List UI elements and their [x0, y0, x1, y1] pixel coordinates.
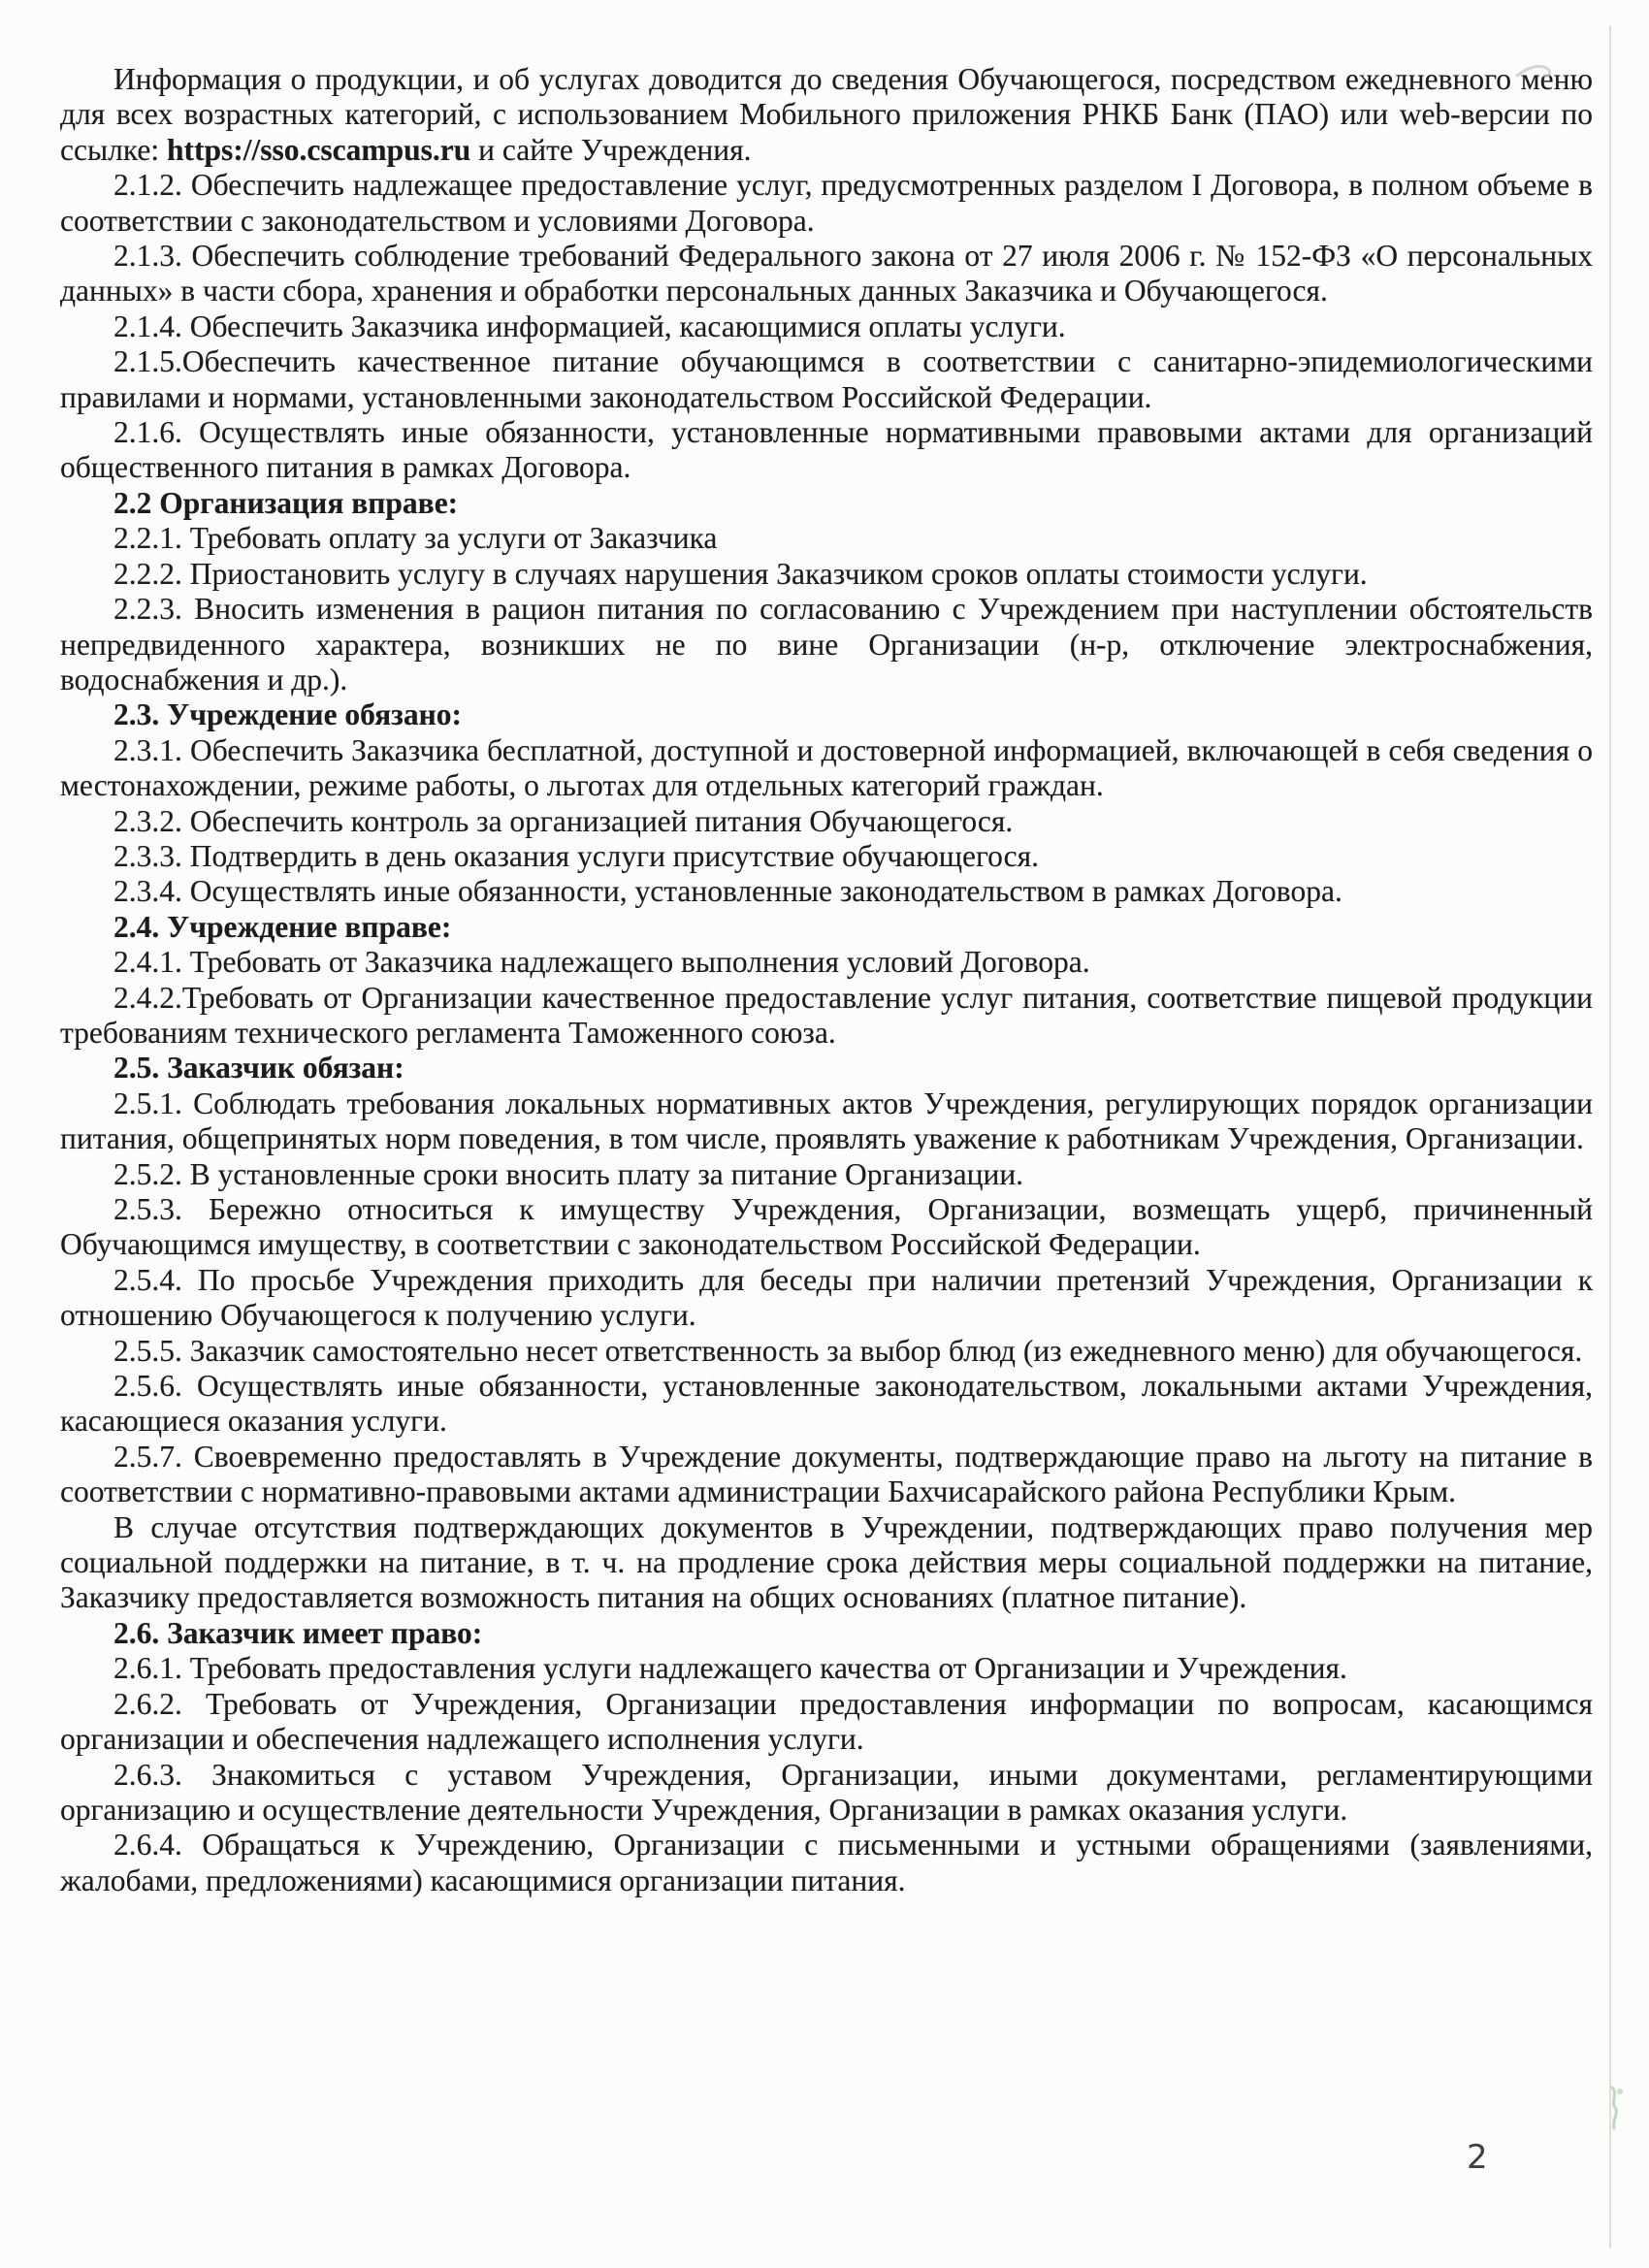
clause-2-5-5: 2.5.5. Заказчик самостоятельно несет ответственность за выбор блюд (из ежедневного меню) для обучающегося.: [113, 1333, 1583, 1368]
clause-2-1-2: 2.1.2. Обеспечить надлежащее предоставление услуг, предусмотренных разделом I Договора, в полном объеме в соответствии с законодательством и условиями Договора.: [60, 168, 1593, 238]
clause-2-6-3: 2.6.3. Знакомиться с уставом Учреждения, Организации, иными документами, регламентирующими организацию и осуществление деятельности Учреждения, Организации в рамках оказания услуги.: [60, 1757, 1593, 1827]
clause-2-3-4: 2.3.4. Осуществлять иные обязанности, установленные законодательством в рамках Договора.: [113, 874, 1342, 909]
clause-2-2-3: 2.2.3. Вносить изменения в рацион питания по согласованию с Учреждением при наступлении обстоятельств непредвиденного характера, возникших не по вине Организации (н-р, отключение электроснабжения, водоснабжения и др.).: [60, 592, 1593, 697]
clause-2-3-1: 2.3.1. Обеспечить Заказчика бесплатной, доступной и достоверной информацией, включающей в себя сведения о местонахождении, режиме работы, о льготах для отдельных категорий граждан.: [60, 732, 1593, 803]
clause-2-2-1: 2.2.1. Требовать оплату за услуги от Заказчика: [113, 521, 718, 556]
clause-2-6-4: 2.6.4. Обращаться к Учреждению, Организации с письменными и устными обращениями (заявлениями, жалобами, предложениями) касающимися организации питания.: [60, 1828, 1593, 1897]
green-ink-speck-artifact-icon: [1599, 2082, 1632, 2150]
clause-2-4-2: 2.4.2.Требовать от Организации качественное предоставление услуг питания, соответствие пищевой продукции требованиям технического регламента Таможенного союза.: [60, 980, 1593, 1050]
clause-2-6-2: 2.6.2. Требовать от Учреждения, Организации предоставления информации по вопросам, касающимся организации и обеспечения надлежащего исполнения услуги.: [60, 1686, 1593, 1757]
paragraph-intro: [60, 62, 1593, 168]
clause-2-5-3: 2.5.3. Бережно относиться к имуществу Учреждения, Организации, возмещать ущерб, причиненный Обучающимся имуществу, в соответствии с законодательством Российской Федерации.: [60, 1192, 1593, 1262]
clause-2-5-6: 2.5.6. Осуществлять иные обязанности, установленные законодательством, локальными актами Учреждения, касающиеся оказания услуги.: [60, 1369, 1593, 1439]
intro-text-pre: Информация о продукции, и об услугах доводится до сведения Обучающегося, посредством ежедневного меню для всех возрастных категорий, с использованием Мобильного приложения РНКБ Банк (ПАО) или web-версии по ссылке:: [60, 62, 1593, 167]
section-heading-2-6: 2.6. Заказчик имеет право:: [113, 1615, 483, 1650]
clause-2-6-1: 2.6.1. Требовать предоставления услуги надлежащего качества от Организации и Учреждения.: [113, 1651, 1347, 1686]
section-heading-2-5: 2.5. Заказчик обязан:: [113, 1051, 404, 1085]
clause-2-5-1: 2.5.1. Соблюдать требования локальных нормативных актов Учреждения, регулирующих порядок организации питания, общепринятых норм поведения, в том числе, проявлять уважение к работникам Учреждения, Организации.: [60, 1085, 1593, 1156]
clause-2-3-3: 2.3.3. Подтвердить в день оказания услуги присутствие обучающегося.: [113, 838, 1039, 873]
clause-2-1-3: 2.1.3. Обеспечить соблюдение требований Федерального закона от 27 июля 2006 г. № 152-ФЗ «О персональных данных» в части сбора, хранения и обработки персональных данных Заказчика и Обучающегося.: [60, 239, 1593, 308]
section-heading-2-4: 2.4. Учреждение вправе:: [113, 909, 452, 944]
clause-2-4-1: 2.4.1. Требовать от Заказчика надлежащего выполнения условий Договора.: [113, 945, 1090, 980]
clause-2-1-5: 2.1.5.Обеспечить качественное питание обучающимся в соответствии с санитарно-эпидемиологическими правилами и нормами, установленными законодательством Российской Федерации.: [60, 344, 1593, 414]
section-heading-2-2: 2.2 Организация вправе:: [113, 485, 459, 520]
intro-text-post: и сайте Учреждения.: [470, 132, 752, 167]
clause-2-5-7: 2.5.7. Своевременно предоставлять в Учреждение документы, подтверждающие право на льготу на питание в соответствии с нормативно-правовыми актами администрации Бахчисарайского района Республики Крым.: [60, 1439, 1593, 1509]
clause-2-1-6: 2.1.6. Осуществлять иные обязанности, установленные нормативными правовыми актами для организаций общественного питания в рамках Договора.: [60, 415, 1593, 485]
clause-2-2-2: 2.2.2. Приостановить услугу в случаях нарушения Заказчиком сроков оплаты стоимости услуги.: [113, 556, 1368, 591]
sso-campus-url-link[interactable]: https://sso.cscampus.ru: [166, 132, 471, 167]
section-heading-2-3: 2.3. Учреждение обязано:: [113, 697, 462, 732]
paragraph-no-documents-case: В случае отсутствия подтверждающих документов в Учреждении, подтверждающих право получения мер социальной поддержки на питание, в т. ч. на продление срока действия меры социальной поддержки на питание, Заказчику предоставляется возможность питания на общих основаниях (платное питание).: [60, 1509, 1593, 1615]
scanner-edge-line-artifact: [1609, 25, 1611, 2249]
clause-2-3-2: 2.3.2. Обеспечить контроль за организацией питания Обучающегося.: [113, 803, 1014, 838]
clause-2-1-4: 2.1.4. Обеспечить Заказчика информацией, касающимися оплаты услуги.: [113, 308, 1066, 343]
clause-2-5-4: 2.5.4. По просьбе Учреждения приходить для беседы при наличии претензий Учреждения, Организации к отношению Обучающегося к получению услуги.: [60, 1262, 1593, 1333]
page-number: 2: [1467, 2138, 1488, 2177]
scan-smudge-artifact-icon: [1513, 54, 1571, 93]
clause-2-5-2: 2.5.2. В установленные сроки вносить плату за питание Организации.: [113, 1156, 1024, 1191]
contract-text-block: [60, 62, 1593, 1898]
